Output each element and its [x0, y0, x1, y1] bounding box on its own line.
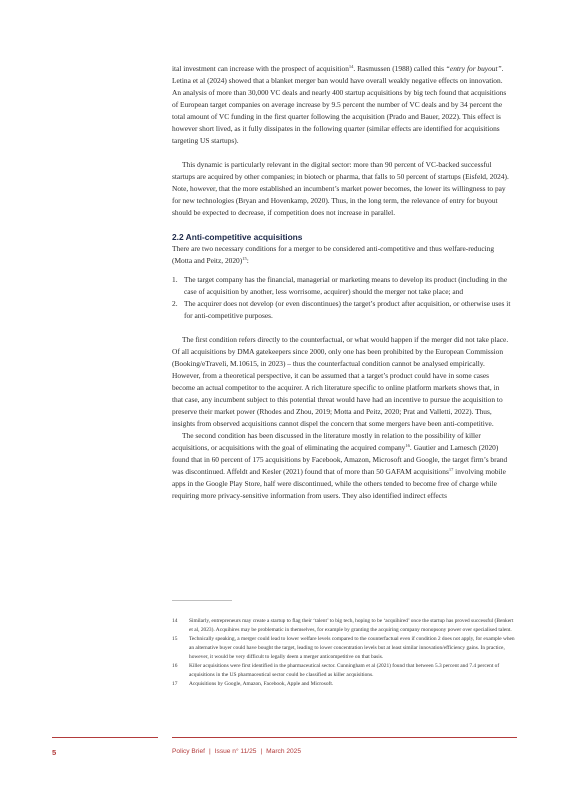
footer-rule-right — [172, 737, 517, 738]
footnote-text: Acquisitions by Google, Amazon, Facebook, Apple and Microsoft. — [189, 681, 334, 687]
publication-date: March 2025 — [266, 748, 301, 755]
footnote-ref-17: 17 — [448, 467, 454, 472]
footnote-ref-14: 14 — [348, 64, 354, 69]
footnote-text: Killer acquisitions were first identified in the pharmaceutical sector. Cunningham et al (2021) found that between 5.3 percent and 7.4 percent of acquisitions in the US pharmaceutical sector could be classified as killer acquisitions. — [189, 663, 500, 678]
footnote-number: 15 — [172, 636, 178, 642]
footnote-number: 16 — [172, 663, 178, 669]
paragraph-3-text: There are two necessary conditions for a merger to be considered anti-competitive and thus welfare-reducing (Motta and Peitz, 2020) — [172, 244, 495, 265]
footnote-ref-16: 16 — [405, 443, 410, 448]
paragraph-1-italic: “entry for buyout” — [445, 64, 502, 73]
footnote-number: 17 — [172, 681, 178, 687]
section-heading: 2.2 Anti-competitive acquisitions — [172, 232, 303, 242]
list-item-number: 2. — [172, 299, 178, 308]
footnote-text: Similarly, entrepreneurs may create a startup to flag their ‘talent’ to big tech, hoping to be ‘acquihired’ once the startup has proved successful (Benkert et al, 2023). Acquihires may be problematic in themselves, for example by granting the acquiring company monopsony power over specialised talent. — [189, 618, 514, 633]
paragraph-2: This dynamic is particularly relevant in the digital sector: more than 90 percent of VC-backed successful startups are acquired by other companies; in biotech or pharma, that falls to 50 percent of startups (Eisfeld, 2024). Note, however, that the more established an incumbent’s market power becomes, the lower its willingness to pay for new technologies (Bryan and Hovenkamp, 2020). Thus, in the long term, the relevance of entry for buyout should be expected to decrease, if competition does not increase in parallel. — [172, 160, 509, 217]
footnote — [172, 662, 517, 680]
footnote — [172, 635, 517, 662]
paragraph-5-text: The second condition has been discussed in the literature mostly in relation to the possibility of killer acquisitions, or acquisitions with the goal of eliminating the acquired company — [172, 431, 481, 452]
paragraph-1 — [172, 63, 512, 147]
footer-publication-info — [172, 748, 301, 755]
footer-separator: | — [260, 748, 263, 755]
list-item-number: 1. — [172, 275, 178, 284]
footer-rule-left — [52, 737, 158, 738]
list-item-text: The acquirer does not develop (or even discontinues) the target’s product after acquisition, or otherwise uses it for anti-competitive purposes. — [184, 299, 511, 320]
paragraph-3 — [172, 243, 512, 267]
publication-name: Policy Brief — [172, 748, 205, 755]
paragraph-5-text-c: involving mobile apps in the Google Play Store, half were discontinued, while the others tended to become free of charge while requiring more privacy-sensitive information from users. They also identified indirect effects — [172, 467, 506, 500]
footnote — [172, 680, 517, 689]
paragraph-1-text-b: . Rasmussen (1988) called this — [353, 64, 446, 73]
issue-number: Issue n° 11/25 — [214, 748, 257, 755]
paragraph-1-text-c: . Letina et al (2024) showed that a blanket merger ban would have overall weakly negative effects on innovation. An analysis of more than 30,000 VC deals and nearly 400 startup acquisitions by big tech found that acquisitions of European target companies on average increase by 9.5 percent the number of VC deals and by 34 percent the total amount of VC funding in the first quarter following the acquisition (Prado and Bauer, 2022). This effect is however short lived, as it fully dissipates in the following quarter (similar effects are identified for acquisitions targeting US startups). — [172, 64, 507, 145]
footnote-number: 14 — [172, 618, 178, 624]
list-item — [172, 274, 512, 298]
paragraph-1-text: ital investment can increase with the prospect of acquisition — [172, 64, 349, 73]
paragraph-5 — [172, 430, 512, 502]
conditions-list — [172, 274, 512, 322]
paragraph-5-text-b: . Gautier and Lamesch (2020) found that in 60 percent of 175 acquisitions by Facebook, Amazon, Microsoft and Google, the target firm’s brand was discontinued. Affeldt and Kesler (2021) found that of more than 50 GAFAM acquisitions — [172, 443, 508, 476]
footnotes — [172, 617, 517, 689]
footnote — [172, 617, 517, 635]
paragraph-3-end: : — [246, 256, 249, 265]
footnote-ref-15: 15 — [242, 256, 247, 261]
footer-separator: | — [208, 748, 211, 755]
list-item — [172, 298, 512, 322]
footnote-text: Technically speaking, a merger could lead to lower welfare levels compared to the counterfactual even if condition 2 does not apply, for example when an alternative buyer could have bought the target, leading to lower concentration levels but at least similar innovation/efficiency gains. In practice, however, it would be very difficult to legally deem a merger anticompetitive on that basis. — [189, 636, 515, 660]
page-number: 5 — [52, 748, 57, 757]
paragraph-4: The first condition refers directly to the counterfactual, or what would happen if the merger did not take place. Of all acquisitions by DMA gatekeepers since 2000, only one has been prohibited by the European Commission (Booking/eTraveli, M.10615, in 2023) – thus the counterfactual condition cannot be analysed empirically. However, from a theoretical perspective, it can be assumed that a target’s product could have in some cases become an actual competitor to the acquirer. A rich literature specific to online platform markets shows that, in that case, any incumbent subject to this potential threat would have had an incentive to pursue the acquisition to preserve their market power (Rhodes and Zhou, 2019; Motta and Peitz, 2020; Prat and Valletti, 2022). Thus, insights from observed acquisitions cannot dispel the concern that some mergers have been anti-competitive. — [172, 335, 509, 428]
body-column — [172, 63, 512, 502]
footnote-divider — [172, 600, 232, 601]
list-item-text: The target company has the financial, managerial or marketing means to develop its product (including in the case of acquisition by another, less worrisome, acquirer) should the merger not take place; and — [184, 275, 508, 296]
